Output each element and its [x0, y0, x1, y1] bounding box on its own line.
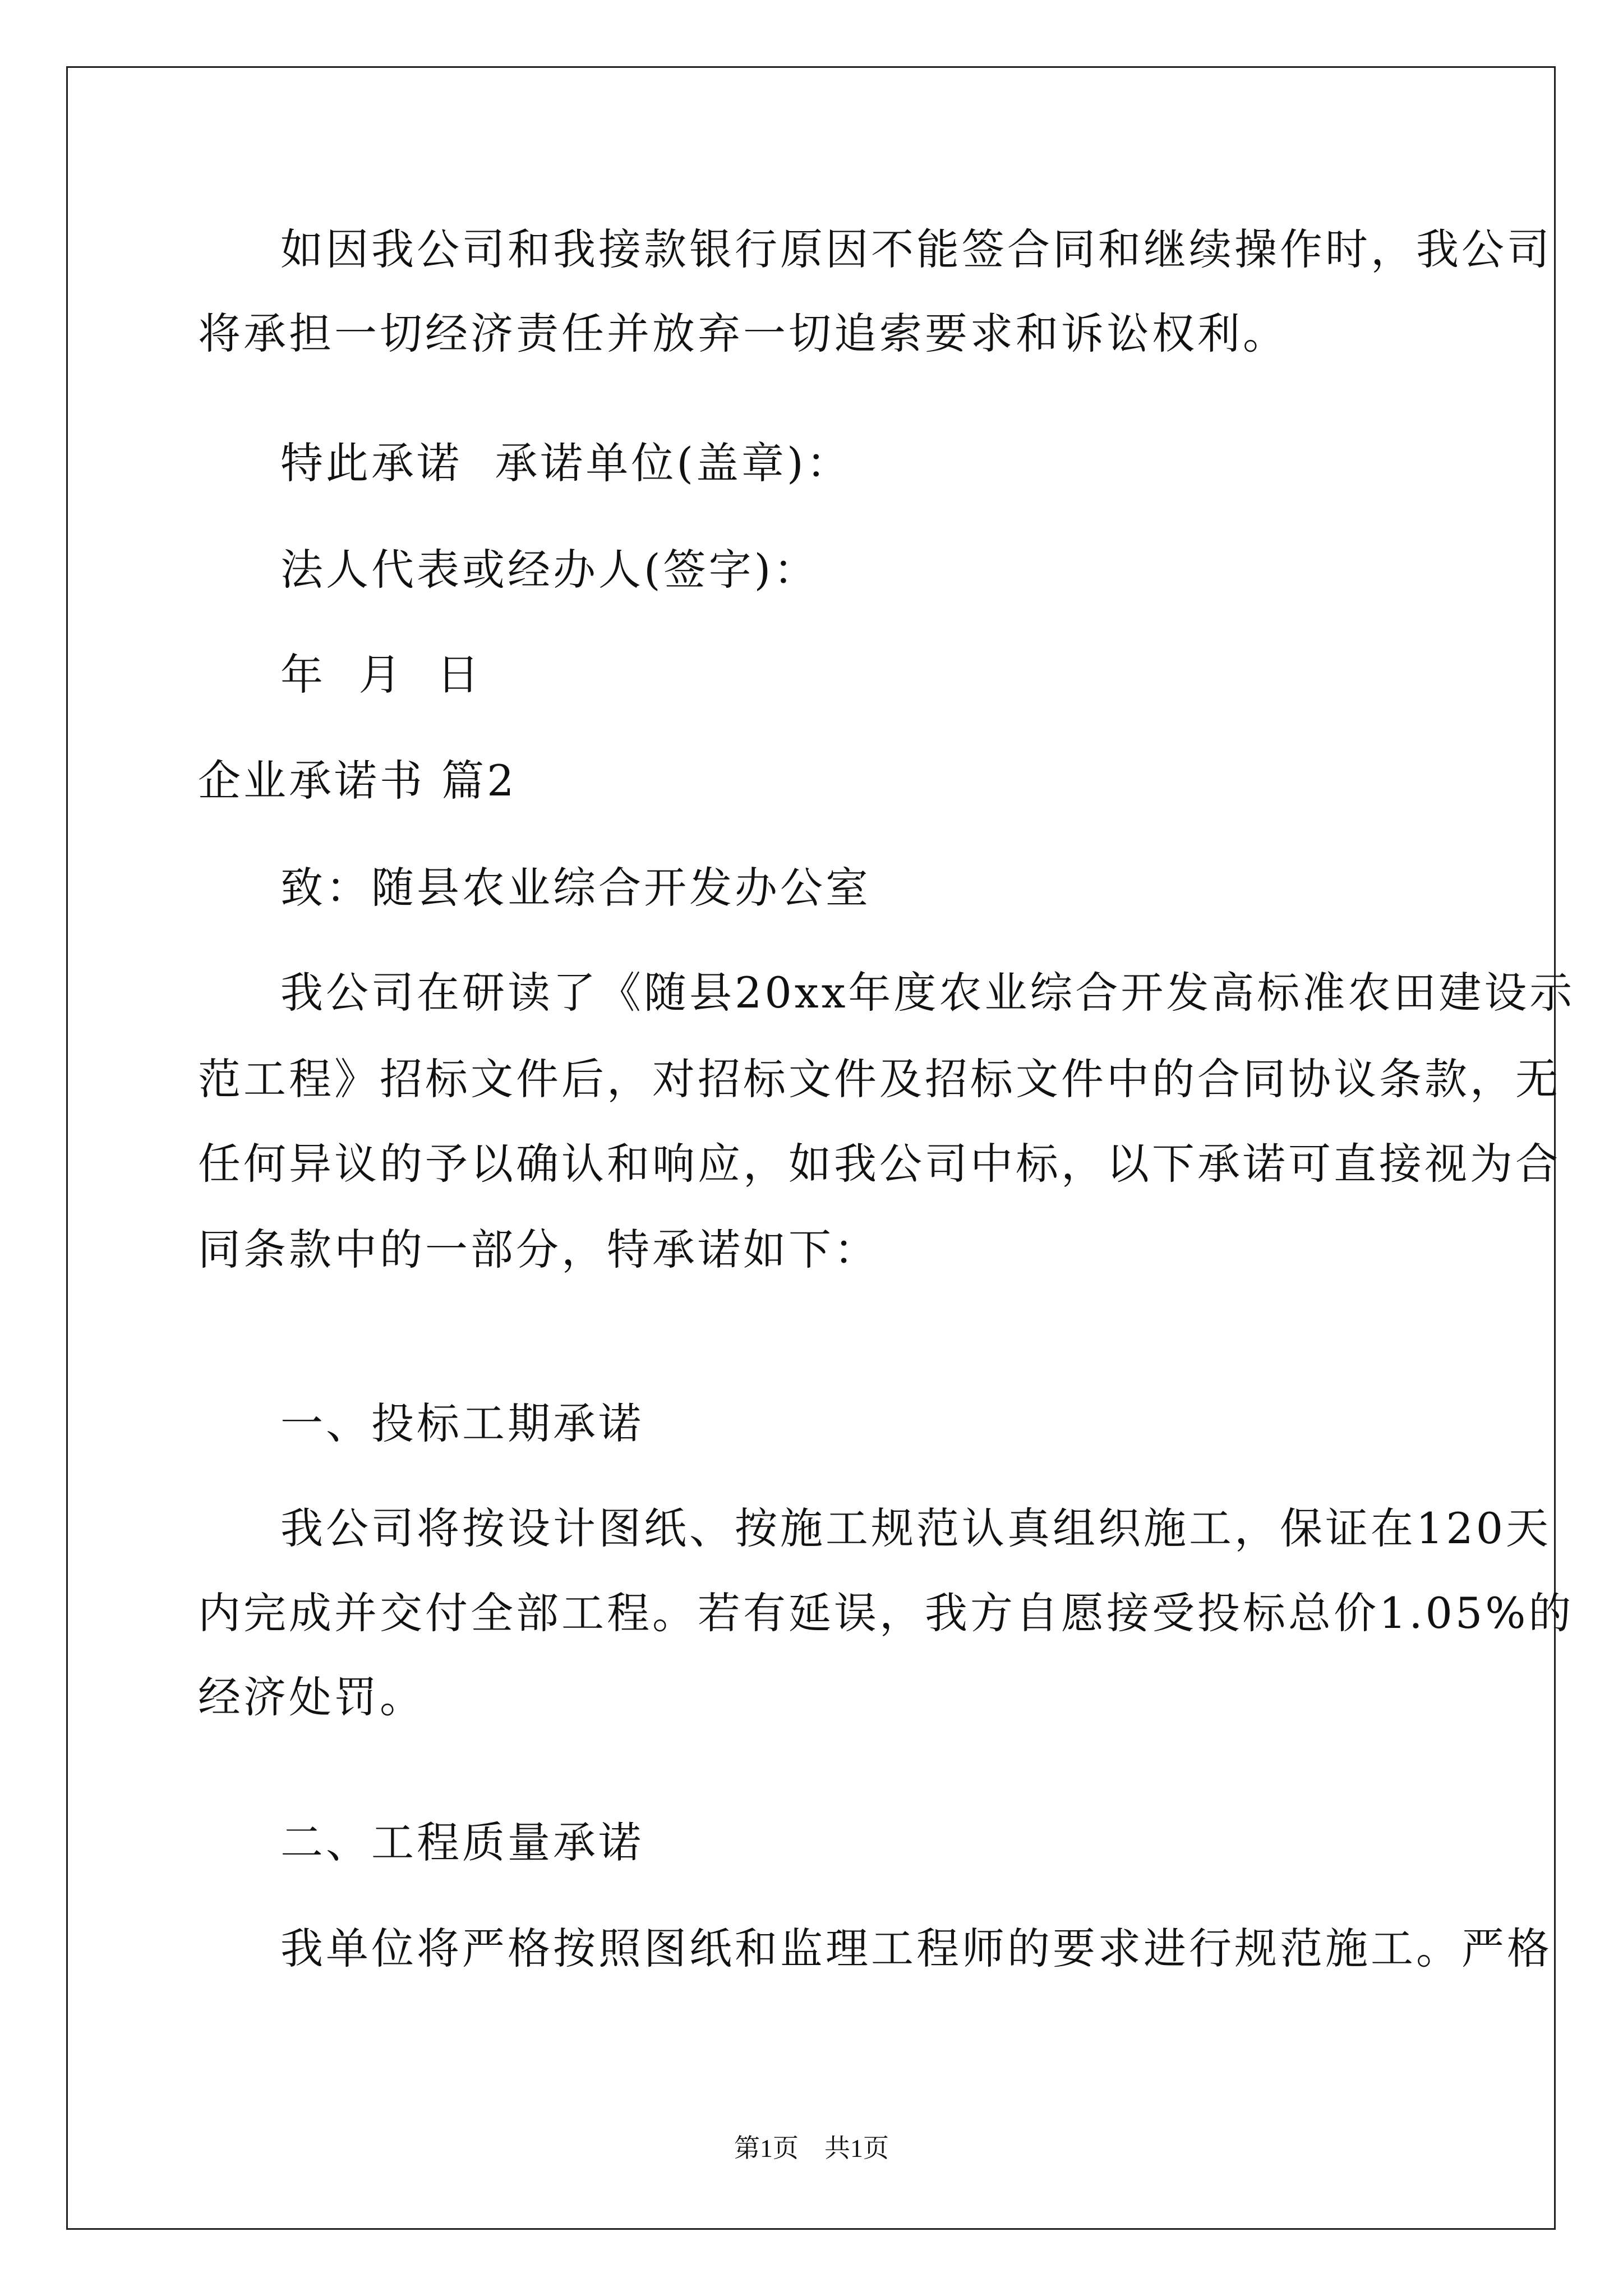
addressee-line: 致：随县农业综合开发办公室	[280, 863, 871, 913]
paragraph-line: 特此承诺 承诺单位(盖章)：	[280, 438, 852, 488]
paragraph-line: 我公司在研读了《随县20xx年度农业综合开发高标准农田建设示	[280, 968, 1575, 1018]
paragraph-line: 范工程》招标文件后，对招标文件及招标文件中的合同协议条款，无	[198, 1054, 1561, 1104]
paragraph-line: 我单位将严格按照图纸和监理工程师的要求进行规范施工。严格	[280, 1924, 1552, 1973]
paragraph-line: 经济处罚。	[198, 1672, 425, 1722]
paragraph-line: 内完成并交付全部工程。若有延误，我方自愿接受投标总价1.05%的	[198, 1588, 1574, 1638]
paragraph-line: 法人代表或经办人(签字)：	[280, 545, 819, 595]
section-heading: 企业承诺书 篇2	[198, 756, 517, 806]
paragraph-line: 任何异议的予以确认和响应，如我公司中标，以下承诺可直接视为合	[198, 1139, 1561, 1189]
paragraph-line: 将承担一切经济责任并放弃一切追索要求和诉讼权利。	[198, 309, 1288, 358]
subheading: 一、投标工期承诺	[280, 1398, 644, 1448]
paragraph-line: 同条款中的一部分，特承诺如下：	[198, 1225, 879, 1274]
subheading: 二、工程质量承诺	[280, 1818, 644, 1867]
page-number-footer: 第1页 共1页	[734, 2134, 889, 2162]
date-line: 年 月 日	[280, 650, 482, 700]
paragraph-line: 如因我公司和我接款银行原因不能签合同和继续操作时，我公司	[280, 224, 1552, 274]
paragraph-line: 我公司将按设计图纸、按施工规范认真组织施工，保证在120天	[280, 1503, 1552, 1553]
